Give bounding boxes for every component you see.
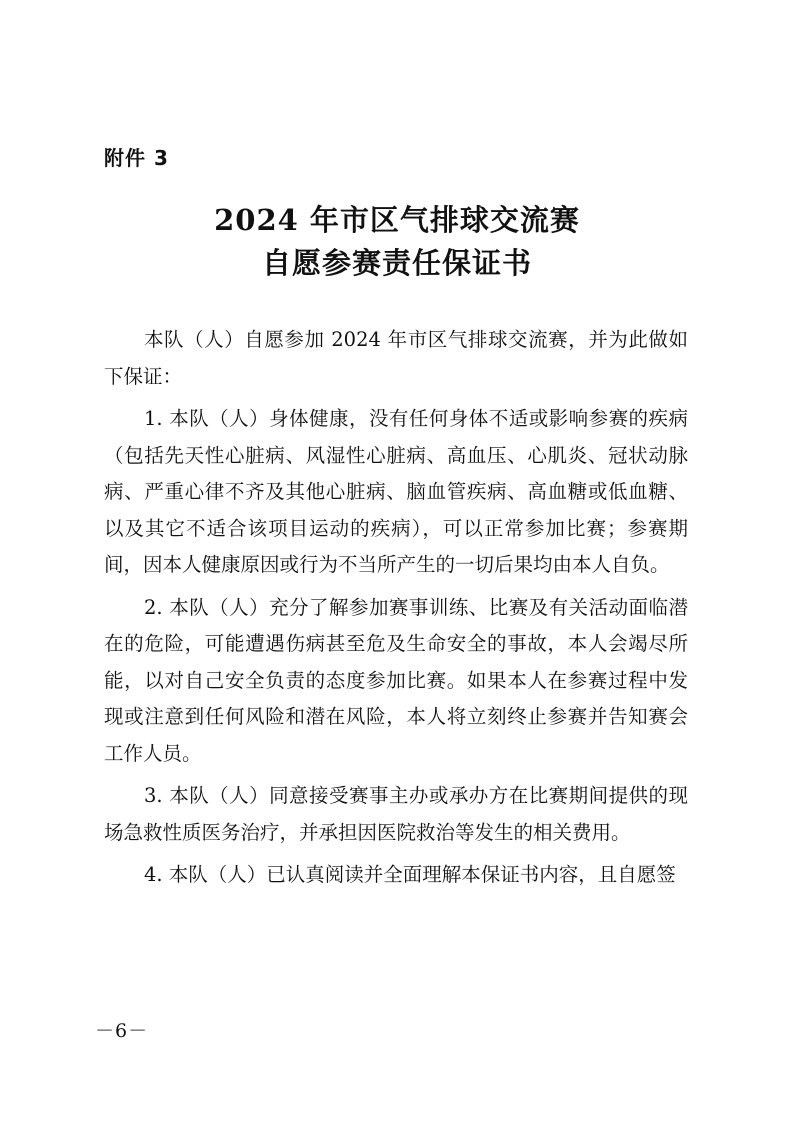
paragraph-clause-1: 1. 本队（人）身体健康，没有任何身体不适或影响参赛的疾病（包括先天性心脏病、风湿性心脏病、高血压、心肌炎、冠状动脉病、严重心律不齐及其他心脏病、脑血管疾病、高血糖或低血糖、以及其它不适合该项目运动的疾病），可以正常参加比赛；参赛期间，因本人健康原因或行为不当所产生的一切后果均由本人自负。 [104,407,688,576]
paragraph-clause-2: 2. 本队（人）充分了解参加赛事训练、比赛及有关活动面临潜在的危险，可能遭遇伤病甚至危及生命安全的事故，本人会竭尽所能，以对自己安全负责的态度参加比赛。如果本人在参赛过程中发现或注意到任何风险和潜在风险，本人将立刻终止参赛并告知赛会工作人员。 [104,595,688,765]
document-title-line-1: 2024 年市区气排球交流赛 [214,203,580,237]
paragraph-intro: 本队（人）自愿参加 2024 年市区气排球交流赛，并为此做如下保证： [104,328,688,388]
document-title-line-2: 自愿参赛责任保证书 [261,246,532,280]
attachment-label: 附件 3 [104,146,169,170]
document-body [104,322,688,900]
paragraph-clause-3: 3. 本队（人）同意接受赛事主办或承办方在比赛期间提供的现场急救性质医务治疗，并承担因医院救治等发生的相关费用。 [104,784,688,844]
page-number: －6－ [95,1020,149,1042]
paragraph-clause-4: 4. 本队（人）已认真阅读并全面理解本保证书内容，且自愿签 [143,863,676,886]
